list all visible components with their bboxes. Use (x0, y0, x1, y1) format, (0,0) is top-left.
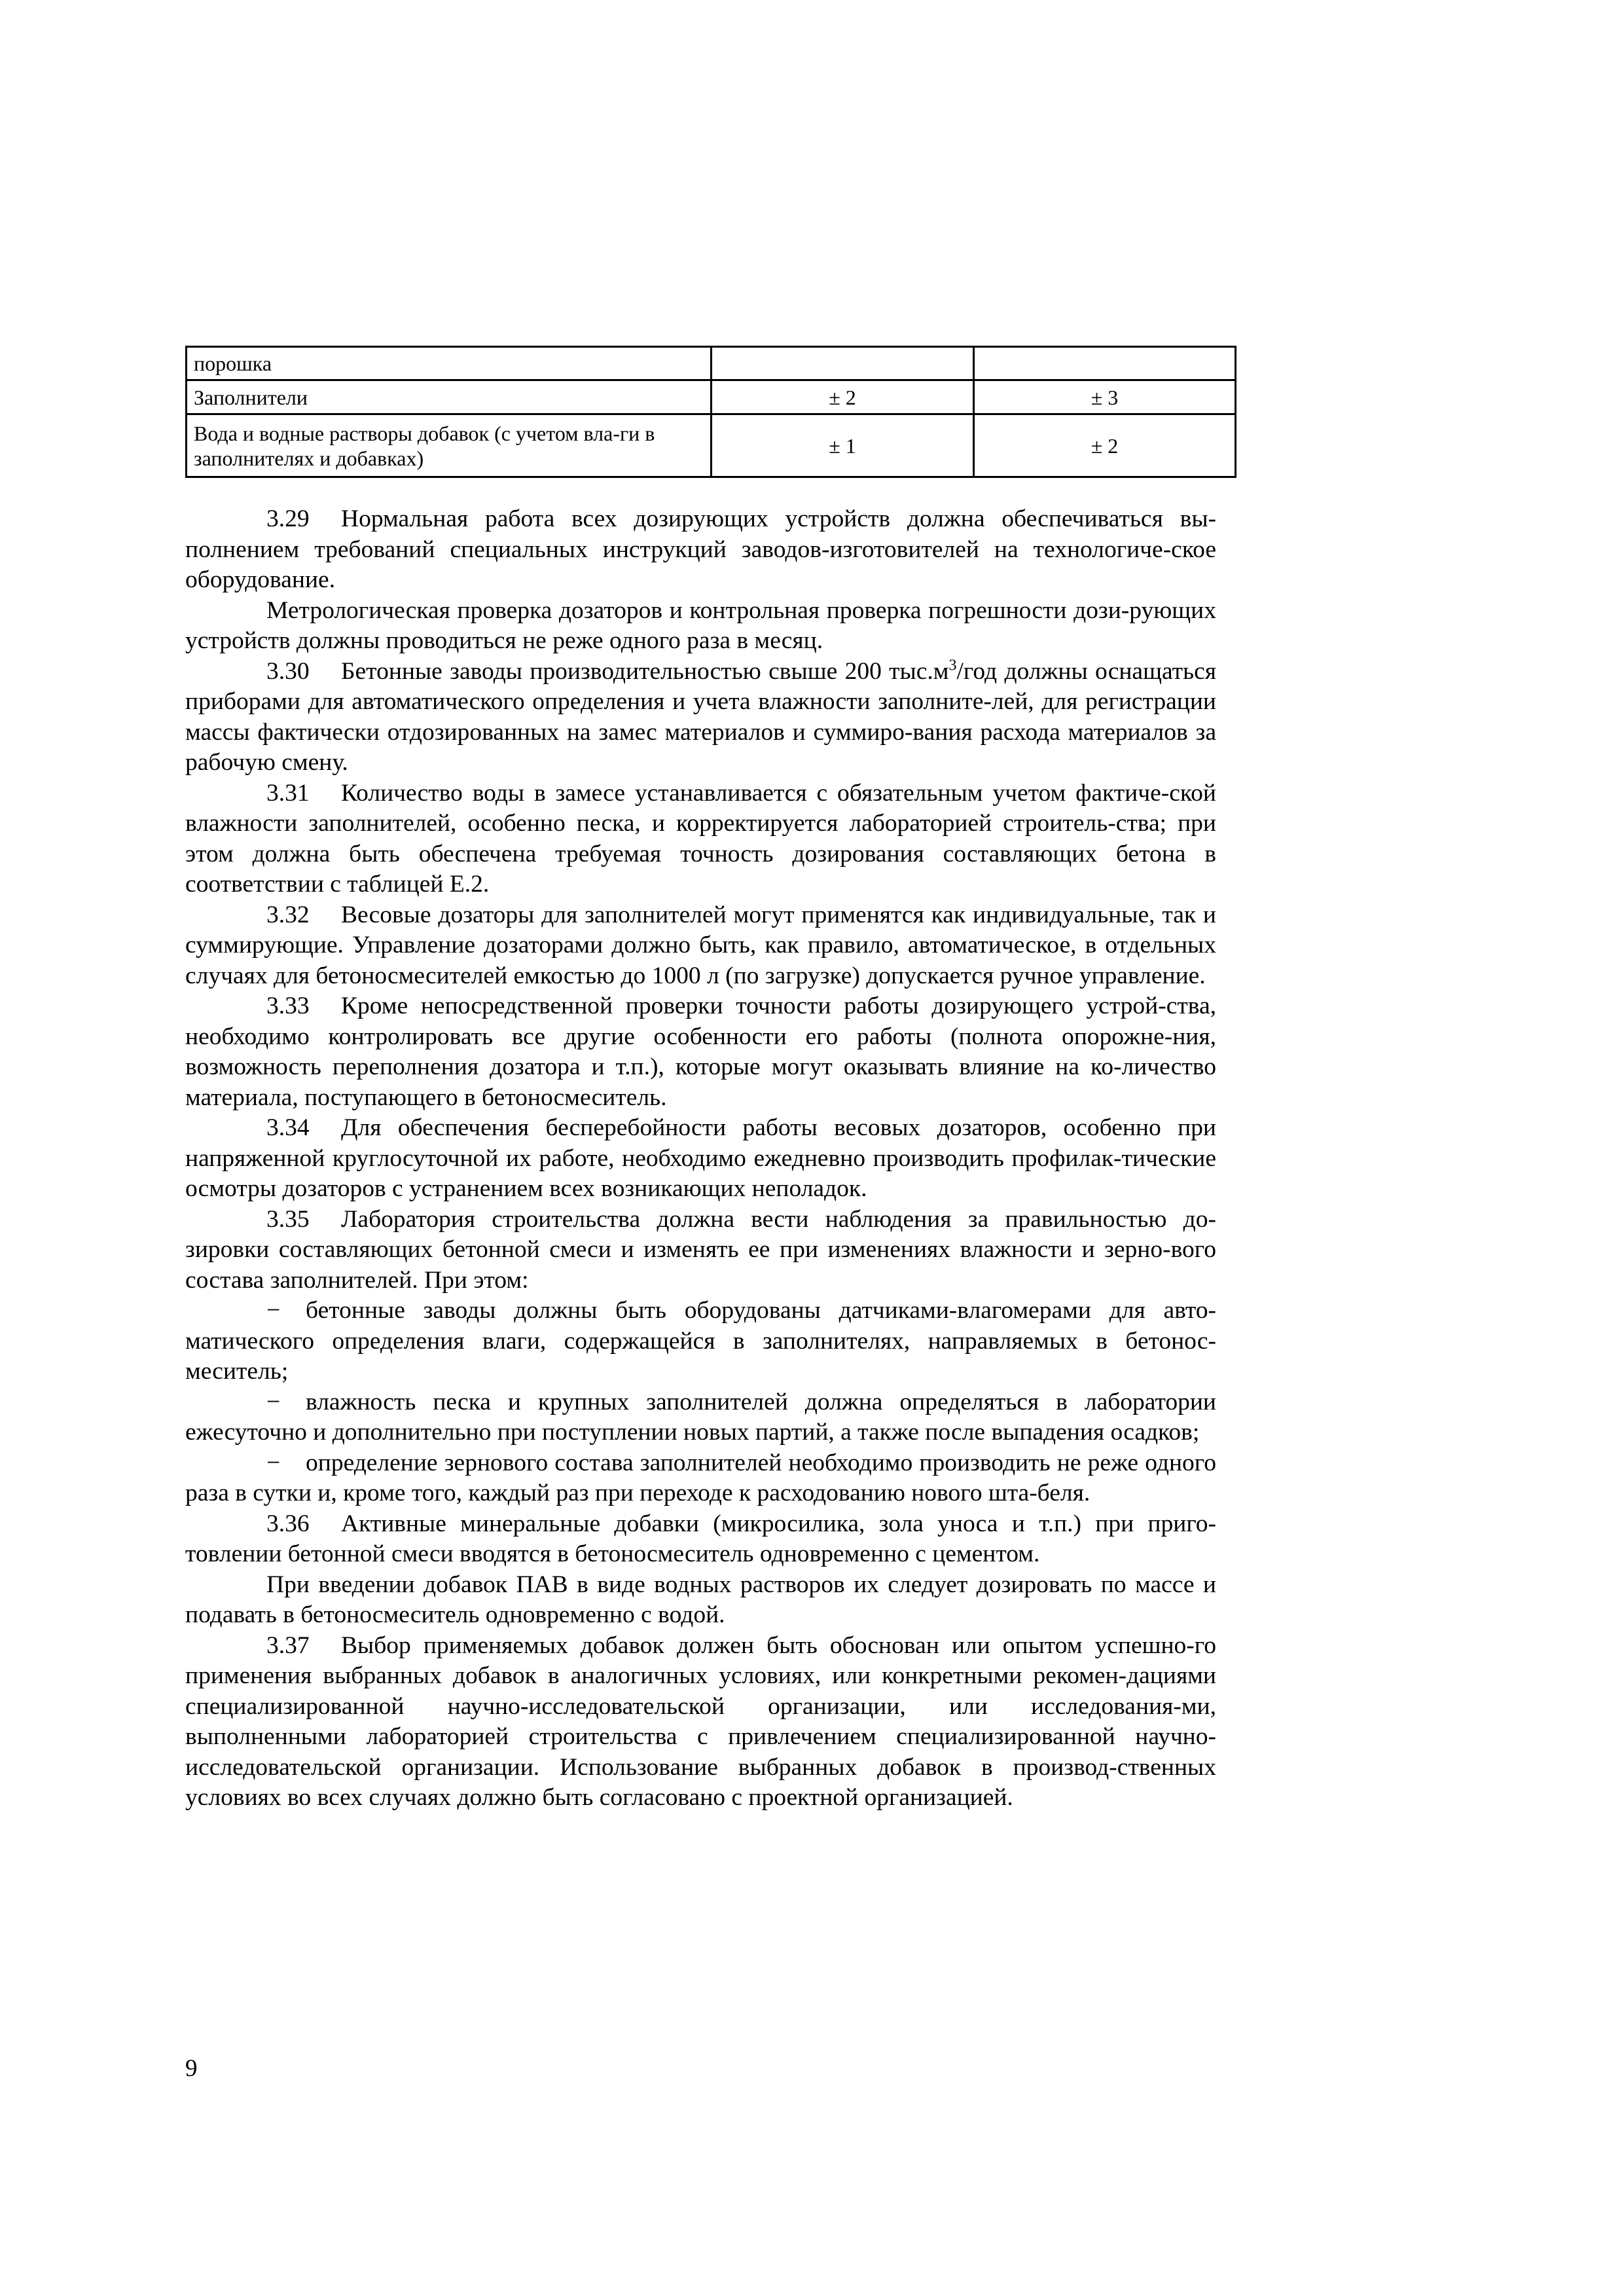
list-item-text: влажность песка и крупных заполнителей должна определяться в лаборатории ежесуточно и дополнительно при поступлении новых партий, а также после выпадения осадков; (185, 1388, 1216, 1446)
tolerance-table (185, 346, 1236, 478)
paragraph-3-34 (185, 1113, 1216, 1205)
paragraph-3-35 (185, 1205, 1216, 1296)
paragraph-3-29 (185, 504, 1216, 596)
dash-bullet: − (266, 1449, 281, 1476)
list-item (185, 1448, 1216, 1509)
paragraph-text: Активные минеральные добавки (микросилика, зола уноса и т.п.) при приго-товлении бетонной смеси вводятся в бетоносмеситель одновременно с цементом. (185, 1510, 1216, 1567)
paragraph-3-29-metrology (185, 596, 1216, 657)
table-cell-value: ± 3 (974, 380, 1236, 414)
table-cell-value (712, 347, 974, 380)
paragraph-number: 3.33 (266, 993, 310, 1019)
superscript: 3 (948, 657, 957, 674)
list-item-text: бетонные заводы должны быть оборудованы датчиками-влагомерами для авто-матического определения влаги, содержащейся в заполнителях, направляемых в бетонос-меситель; (185, 1297, 1216, 1385)
table-cell-label: Заполнители (187, 380, 712, 414)
table-row (187, 380, 1236, 414)
page-number: 9 (185, 2055, 198, 2082)
paragraph-3-33 (185, 991, 1216, 1113)
body-text (185, 504, 1216, 1813)
table-cell-value: ± 1 (712, 414, 974, 477)
table-cell-value: ± 2 (974, 414, 1236, 477)
table-row (187, 414, 1236, 477)
table-row (187, 347, 1236, 380)
list-item (185, 1296, 1216, 1387)
dash-bullet: − (266, 1388, 281, 1415)
paragraph-text: /год должны оснащаться приборами для автоматического определения и учета влажности заполните-лей, для регистрации массы фактически отдозированных на замес материалов и суммиро-вания расхода материалов за рабочую смену. (185, 657, 1217, 776)
paragraph-number: 3.30 (266, 657, 310, 685)
paragraph-3-36-pav (185, 1570, 1216, 1631)
paragraph-text: Нормальная работа всех дозирующих устройств должна обеспечиваться вы-полнением требований специальных инструкций заводов-изготовителей на технологиче-ское оборудование. (185, 505, 1216, 593)
table-cell-value: ± 2 (712, 380, 974, 414)
paragraph-text: Метрологическая проверка дозаторов и контрольная проверка погрешности дози-рующих устройств должны проводиться не реже одного раза в месяц. (185, 596, 1216, 654)
paragraph-text: Весовые дозаторы для заполнителей могут применятся как индивидуальные, так и суммирующие. Управление дозаторами должно быть, как правило, автоматическое, в отдельных случаях для бетоносмесителей емкостью до 1000 л (по загрузке) допускается ручное управление. (185, 901, 1216, 989)
paragraph-3-36 (185, 1509, 1216, 1570)
list-item-text: определение зернового состава заполнителей необходимо производить не реже одного раза в сутки и, кроме того, каждый раз при переходе к расходованию нового шта-беля. (185, 1449, 1216, 1506)
paragraph-text: Бетонные заводы производительностью свыше 200 тыс.м (341, 657, 949, 685)
paragraph-number: 3.37 (266, 1631, 310, 1659)
paragraph-text: Лаборатория строительства должна вести наблюдения за правильностью до-зировки составляющих бетонной смеси и изменять ее при изменениях влажности и зерно-вого состава заполнителей. При этом: (185, 1205, 1216, 1294)
paragraph-number: 3.36 (266, 1510, 310, 1537)
paragraph-3-30 (185, 657, 1216, 778)
dash-bullet: − (266, 1297, 281, 1324)
paragraph-text: При введении добавок ПАВ в виде водных растворов их следует дозировать по массе и подавать в бетоносмеситель одновременно с водой. (185, 1571, 1216, 1628)
table-cell-value (974, 347, 1236, 380)
paragraph-text: Для обеспечения бесперебойности работы весовых дозаторов, особенно при напряженной круглосуточной их работе, необходимо ежедневно производить профилак-тические осмотры дозаторов с устранением всех возникающих неполадок. (185, 1114, 1216, 1202)
paragraph-3-32 (185, 900, 1216, 992)
page-content (185, 346, 1216, 1813)
paragraph-text: Кроме непосредственной проверки точности работы дозирующего устрой-ства, необходимо контролировать все другие особенности его работы (полнота опорожне-ния, возможность переполнения дозатора и т.п.), которые могут оказывать влияние на ко-личество материала, поступающего в бетоносмеситель. (185, 993, 1216, 1111)
paragraph-3-37 (185, 1631, 1216, 1813)
paragraph-number: 3.31 (266, 779, 310, 807)
paragraph-text: Количество воды в замесе устанавливается с обязательным учетом фактиче-ской влажности заполнителей, особенно песка, и корректируется лабораторией строитель-ства; при этом должна быть обеспечена требуемая точность дозирования составляющих бетона в соответствии с таблицей Е.2. (185, 779, 1216, 898)
paragraph-number: 3.34 (266, 1114, 310, 1141)
table-cell-label: порошка (187, 347, 712, 380)
paragraph-number: 3.29 (266, 505, 310, 532)
table-cell-label: Вода и водные растворы добавок (с учетом вла-ги в заполнителях и добавках) (187, 414, 712, 477)
paragraph-3-31 (185, 778, 1216, 900)
paragraph-number: 3.32 (266, 901, 310, 928)
paragraph-number: 3.35 (266, 1205, 310, 1233)
paragraph-text: Выбор применяемых добавок должен быть обоснован или опытом успешно-го применения выбранных добавок в аналогичных условиях, или конкретными рекомен-дациями специализированной научно-исследовательской организации, или исследования-ми, выполненными лабораторией строительства с привлечением специализированной научно-исследовательской организации. Использование выбранных добавок в производ-ственных условиях во всех случаях должно быть согласовано с проектной организацией. (185, 1631, 1216, 1811)
list-item (185, 1387, 1216, 1448)
